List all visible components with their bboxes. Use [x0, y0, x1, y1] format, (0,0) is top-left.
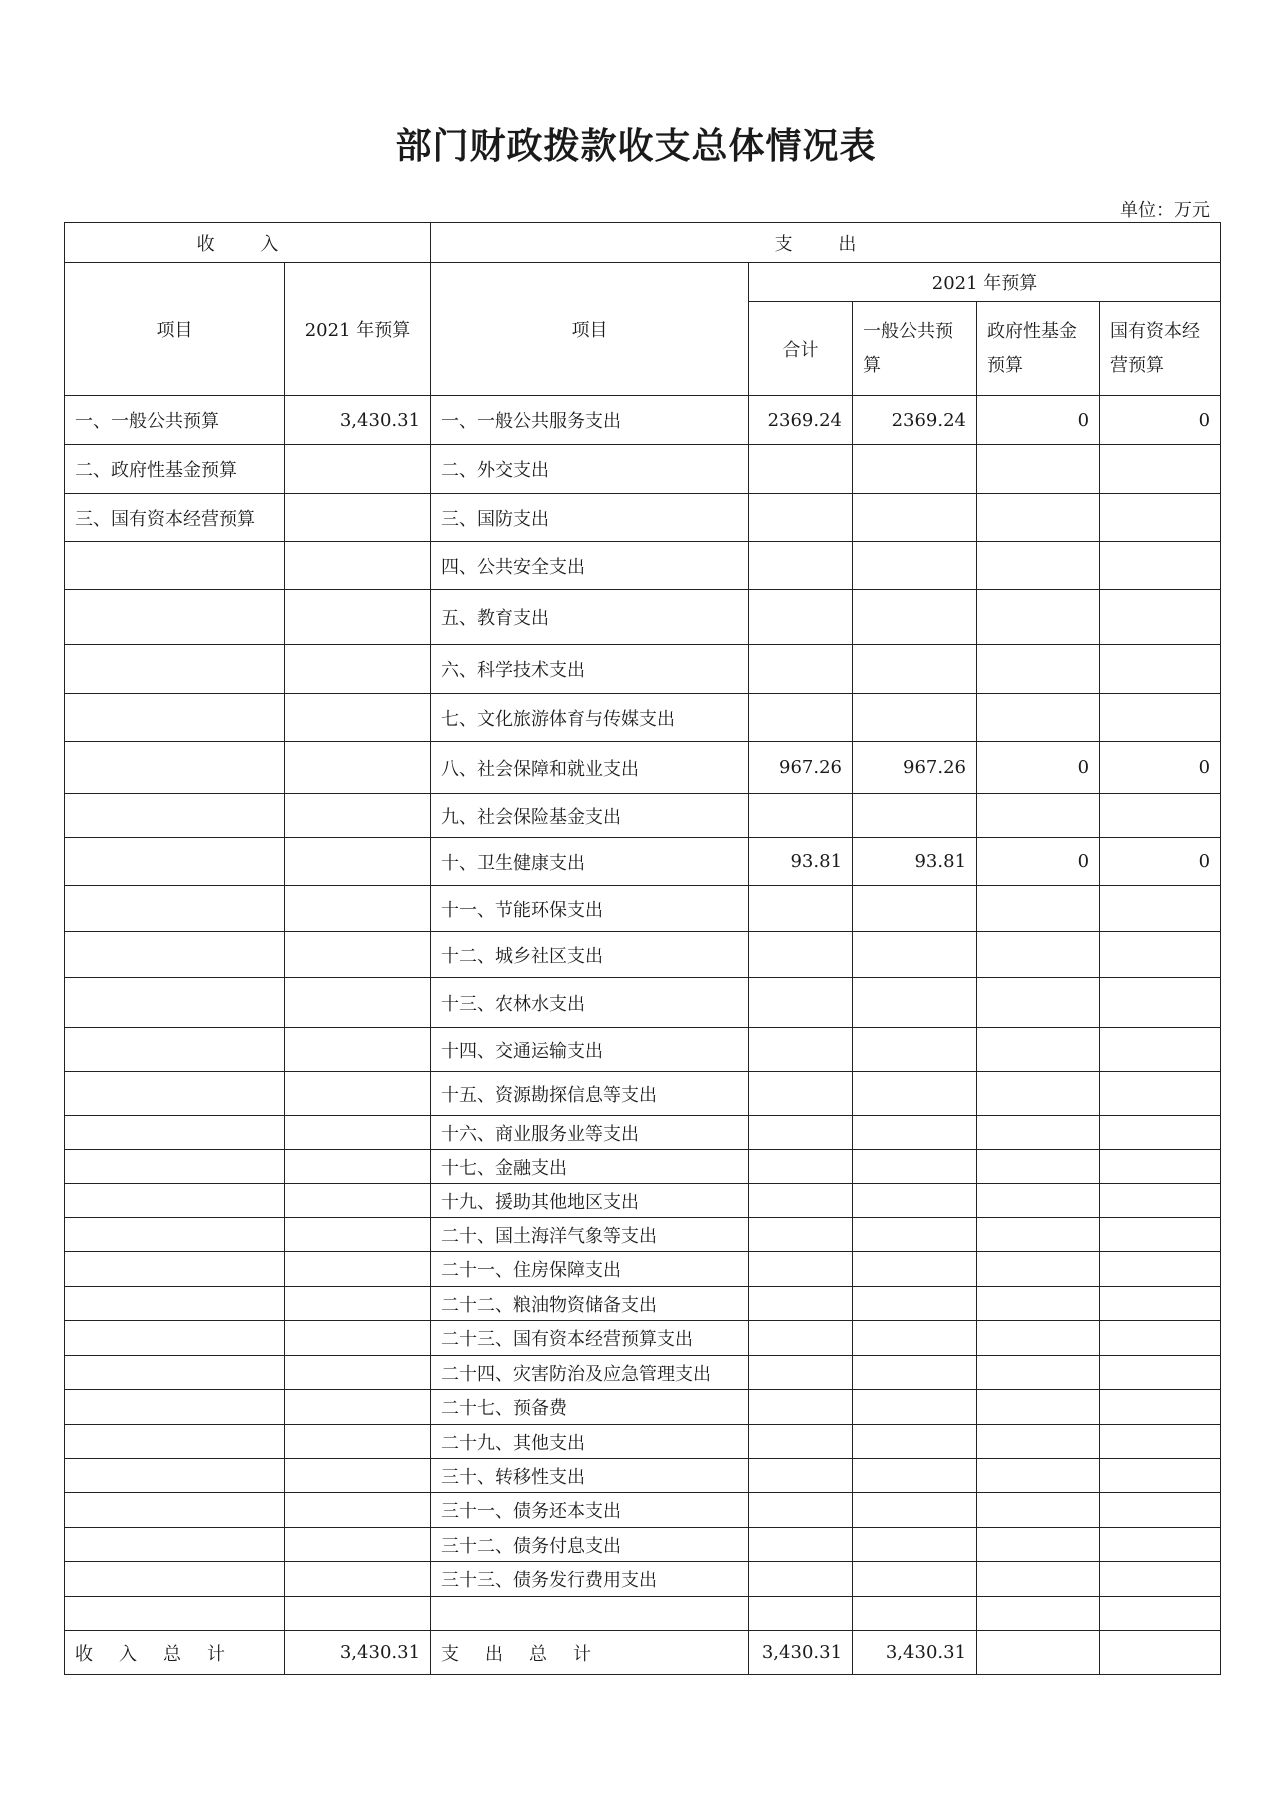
income-item-cell: [65, 1072, 285, 1116]
income-item-cell: [65, 1287, 285, 1321]
gov-fund-header: 政府性基金预算: [977, 302, 1100, 396]
expense-state-capital-cell: [1100, 590, 1221, 645]
expense-general-cell: [853, 978, 977, 1028]
expense-item-cell: 三十一、债务还本支出: [431, 1493, 749, 1528]
table-row: [65, 978, 1221, 1028]
expense-gov-fund-cell: [977, 1028, 1100, 1072]
expense-state-capital-cell: [1100, 1218, 1221, 1252]
expense-gov-fund-cell: 0: [977, 742, 1100, 794]
expense-item-cell: 四、公共安全支出: [431, 542, 749, 590]
income-amount-cell: [285, 1425, 431, 1459]
expense-gov-fund-cell: [977, 886, 1100, 932]
income-item-cell: [65, 1562, 285, 1597]
expense-general-cell: [853, 1597, 977, 1631]
income-amount-cell: [285, 590, 431, 645]
income-item-cell: [65, 1459, 285, 1493]
expense-state-capital-cell: [1100, 1562, 1221, 1597]
expense-total-cell: [749, 886, 853, 932]
income-amount-cell: [285, 1184, 431, 1218]
expense-gov-fund-cell: [977, 1459, 1100, 1493]
expense-total-cell: [749, 1528, 853, 1562]
expense-item-cell: 九、社会保险基金支出: [431, 794, 749, 838]
table-row: [65, 794, 1221, 838]
expense-gov-fund-cell: [977, 1562, 1100, 1597]
table-row: [65, 1028, 1221, 1072]
expense-gov-fund-cell: [977, 445, 1100, 494]
income-amount-cell: [285, 694, 431, 742]
expense-general-cell: 2369.24: [853, 396, 977, 445]
income-item-cell: [65, 694, 285, 742]
expense-item-cell: 十一、节能环保支出: [431, 886, 749, 932]
expense-state-capital-cell: [1100, 1390, 1221, 1425]
income-amount-cell: [285, 978, 431, 1028]
income-amount-cell: [285, 886, 431, 932]
expense-item-cell: 十九、援助其他地区支出: [431, 1184, 749, 1218]
expense-total-cell: [749, 1390, 853, 1425]
table-row: [65, 1562, 1221, 1597]
table-row: [65, 694, 1221, 742]
income-amount-cell: [285, 932, 431, 978]
expense-header: 支 出: [431, 223, 1221, 263]
table-row: [65, 1528, 1221, 1562]
expense-general-cell: [853, 1562, 977, 1597]
income-amount-cell: [285, 1150, 431, 1184]
expense-gov-fund-cell: [977, 1597, 1100, 1631]
expense-item-cell: 二十七、预备费: [431, 1390, 749, 1425]
expense-gov-fund-cell: [977, 1356, 1100, 1390]
income-amount-cell: [285, 1493, 431, 1528]
income-amount-cell: [285, 1252, 431, 1287]
expense-total-cell: [749, 542, 853, 590]
expense-general-cell: [853, 794, 977, 838]
expense-item-cell: 二十四、灾害防治及应急管理支出: [431, 1356, 749, 1390]
expense-total-cell: [749, 1218, 853, 1252]
income-item-cell: [65, 542, 285, 590]
expense-gov-fund-cell: [977, 1493, 1100, 1528]
expense-total-cell: [749, 1184, 853, 1218]
table-row: [65, 1459, 1221, 1493]
expense-total-cell: [749, 1287, 853, 1321]
expense-general-cell: [853, 542, 977, 590]
expense-general-cell: [853, 1116, 977, 1150]
income-amount-cell: [285, 794, 431, 838]
income-item-cell: [65, 1252, 285, 1287]
table-row: [65, 1493, 1221, 1528]
expense-state-capital-cell: [1100, 1252, 1221, 1287]
table-row: [65, 838, 1221, 886]
expense-total-cell: [749, 794, 853, 838]
expense-general-cell: [853, 1028, 977, 1072]
expense-gov-fund-cell: [977, 932, 1100, 978]
expense-gov-fund-cell: [977, 1390, 1100, 1425]
expense-item-cell: 三、国防支出: [431, 494, 749, 542]
expense-gov-fund-cell: 0: [977, 396, 1100, 445]
expense-state-capital-cell: [1100, 1356, 1221, 1390]
expense-state-capital-cell: 0: [1100, 838, 1221, 886]
expense-general-cell: [853, 1218, 977, 1252]
expense-gov-fund-cell: [977, 494, 1100, 542]
income-item-cell: [65, 645, 285, 694]
expense-state-capital-cell: 0: [1100, 396, 1221, 445]
expense-total-cell: [749, 1425, 853, 1459]
table-row: [65, 1150, 1221, 1184]
income-amount-cell: [285, 838, 431, 886]
income-amount-cell: [285, 1116, 431, 1150]
income-item-cell: [65, 1218, 285, 1252]
income-item-cell: [65, 1597, 285, 1631]
income-amount-cell: [285, 445, 431, 494]
header-row-1: [65, 223, 1221, 263]
expense-general-cell: [853, 1425, 977, 1459]
expense-item-cell: 二十九、其他支出: [431, 1425, 749, 1459]
expense-state-capital-cell: [1100, 645, 1221, 694]
expense-item-cell: 三十三、债务发行费用支出: [431, 1562, 749, 1597]
expense-gov-fund-cell: [977, 645, 1100, 694]
income-item-cell: [65, 1116, 285, 1150]
expense-gov-fund-cell: [977, 590, 1100, 645]
expense-general-cell: [853, 1493, 977, 1528]
expense-item-cell: 六、科学技术支出: [431, 645, 749, 694]
expense-gov-fund-cell: [977, 694, 1100, 742]
income-item-cell: [65, 794, 285, 838]
expense-total-general: 3,430.31: [853, 1631, 977, 1675]
table-row: [65, 1072, 1221, 1116]
expense-gov-fund-cell: [977, 1072, 1100, 1116]
expense-state-capital-cell: [1100, 1321, 1221, 1356]
expense-state-capital-cell: [1100, 542, 1221, 590]
income-item-cell: [65, 838, 285, 886]
table-row: [65, 1390, 1221, 1425]
expense-total-cell: [749, 494, 853, 542]
income-amount-cell: [285, 645, 431, 694]
expense-total-cell: [749, 978, 853, 1028]
expense-general-cell: [853, 694, 977, 742]
income-amount-cell: [285, 1321, 431, 1356]
expense-item-cell: 一、一般公共服务支出: [431, 396, 749, 445]
expense-state-capital-cell: [1100, 494, 1221, 542]
expense-item-cell: 八、社会保障和就业支出: [431, 742, 749, 794]
table-row: [65, 886, 1221, 932]
expense-total-cell: [749, 1459, 853, 1493]
expense-general-cell: 967.26: [853, 742, 977, 794]
income-amount-cell: [285, 542, 431, 590]
income-item-cell: [65, 742, 285, 794]
income-amount-cell: [285, 1390, 431, 1425]
income-amount-cell: [285, 1562, 431, 1597]
table-row: [65, 932, 1221, 978]
income-item-cell: [65, 590, 285, 645]
expense-gov-fund-cell: [977, 1218, 1100, 1252]
expense-general-cell: [853, 1287, 977, 1321]
expense-general-cell: [853, 1390, 977, 1425]
unit-label: 单位：万元: [1120, 200, 1210, 221]
expense-state-capital-cell: [1100, 1425, 1221, 1459]
expense-item-cell: 十五、资源勘探信息等支出: [431, 1072, 749, 1116]
income-amount-cell: [285, 1528, 431, 1562]
expense-state-capital-cell: [1100, 1459, 1221, 1493]
expense-general-cell: [853, 932, 977, 978]
expense-state-capital-cell: [1100, 1287, 1221, 1321]
expense-gov-fund-cell: [977, 794, 1100, 838]
income-header: 收 入: [65, 223, 431, 263]
income-amount-cell: [285, 1287, 431, 1321]
income-item-cell: [65, 1321, 285, 1356]
expense-total-cell: [749, 1028, 853, 1072]
total-header: 合计: [749, 302, 853, 396]
expense-state-capital-cell: [1100, 1028, 1221, 1072]
page-title: 部门财政拨款收支总体情况表: [395, 126, 877, 167]
income-item-cell: [65, 1028, 285, 1072]
income-total-label: 收入总计: [65, 1631, 285, 1675]
expense-total-cell: [749, 1150, 853, 1184]
expense-general-cell: 93.81: [853, 838, 977, 886]
expense-item-cell: 十、卫生健康支出: [431, 838, 749, 886]
expense-gov-fund-cell: [977, 1528, 1100, 1562]
expense-state-capital-cell: [1100, 1528, 1221, 1562]
expense-gov-fund-cell: [977, 1116, 1100, 1150]
expense-item-cell: 十二、城乡社区支出: [431, 932, 749, 978]
income-item-cell: [65, 1150, 285, 1184]
expense-total-cell: [749, 1321, 853, 1356]
expense-state-capital-cell: [1100, 978, 1221, 1028]
expense-general-cell: [853, 645, 977, 694]
expense-state-capital-cell: [1100, 445, 1221, 494]
expense-item-cell: 三十二、债务付息支出: [431, 1528, 749, 1562]
expense-total-cell: [749, 694, 853, 742]
expense-general-cell: [853, 1459, 977, 1493]
expense-general-cell: [853, 445, 977, 494]
income-item-cell: [65, 1356, 285, 1390]
expense-total-total: 3,430.31: [749, 1631, 853, 1675]
expense-state-capital-cell: [1100, 794, 1221, 838]
expense-item-cell: [431, 1597, 749, 1631]
expense-state-capital-cell: 0: [1100, 742, 1221, 794]
expense-total-cell: [749, 1116, 853, 1150]
expense-general-cell: [853, 886, 977, 932]
table-row: [65, 590, 1221, 645]
income-amount-cell: [285, 1459, 431, 1493]
header-row-2: [65, 263, 1221, 302]
expense-gov-fund-cell: [977, 542, 1100, 590]
income-amount-cell: [285, 1597, 431, 1631]
expense-total-cell: 93.81: [749, 838, 853, 886]
expense-state-capital-cell: [1100, 1116, 1221, 1150]
income-item-cell: [65, 1425, 285, 1459]
expense-total-cell: [749, 1072, 853, 1116]
income-item-cell: [65, 1390, 285, 1425]
income-item-cell: [65, 932, 285, 978]
expense-item-cell: 五、教育支出: [431, 590, 749, 645]
expense-gov-fund-cell: [977, 978, 1100, 1028]
income-item-cell: [65, 1493, 285, 1528]
income-amount-cell: [285, 1028, 431, 1072]
expense-gov-fund-cell: [977, 1150, 1100, 1184]
table-row: [65, 445, 1221, 494]
expense-general-cell: [853, 494, 977, 542]
expense-item-cell: 十七、金融支出: [431, 1150, 749, 1184]
expense-general-cell: [853, 1150, 977, 1184]
expense-total-cell: [749, 932, 853, 978]
expense-state-capital-cell: [1100, 1184, 1221, 1218]
expense-general-cell: [853, 1356, 977, 1390]
expense-total-cell: [749, 1493, 853, 1528]
expense-total-state-capital: [1100, 1631, 1221, 1675]
expense-gov-fund-cell: [977, 1321, 1100, 1356]
table-row: [65, 396, 1221, 445]
income-amount-cell: [285, 494, 431, 542]
income-item-cell: 一、一般公共预算: [65, 396, 285, 445]
table-row: [65, 1116, 1221, 1150]
income-amount-cell: [285, 1356, 431, 1390]
income-total-amount: 3,430.31: [285, 1631, 431, 1675]
table-row: [65, 1425, 1221, 1459]
expense-item-cell: 二十一、住房保障支出: [431, 1252, 749, 1287]
expense-item-cell: 十四、交通运输支出: [431, 1028, 749, 1072]
expense-general-cell: [853, 590, 977, 645]
expense-total-label: 支出总计: [431, 1631, 749, 1675]
expense-total-cell: [749, 1356, 853, 1390]
expense-state-capital-cell: [1100, 1072, 1221, 1116]
table-row: [65, 542, 1221, 590]
expense-state-capital-cell: [1100, 1493, 1221, 1528]
income-item-cell: [65, 886, 285, 932]
expense-item-cell: 二、外交支出: [431, 445, 749, 494]
income-amount-cell: [285, 1072, 431, 1116]
budget-table: [64, 222, 1221, 1675]
general-budget-header: 一般公共预算: [853, 302, 977, 396]
table-row: [65, 1597, 1221, 1631]
expense-gov-fund-cell: [977, 1425, 1100, 1459]
expense-state-capital-cell: [1100, 694, 1221, 742]
table-row: [65, 1184, 1221, 1218]
income-amount-cell: [285, 1218, 431, 1252]
expense-total-cell: [749, 590, 853, 645]
expense-general-cell: [853, 1528, 977, 1562]
expense-general-cell: [853, 1072, 977, 1116]
expense-total-gov-fund: [977, 1631, 1100, 1675]
income-item-header: 项目: [65, 263, 285, 396]
expense-general-cell: [853, 1252, 977, 1287]
expense-total-cell: 2369.24: [749, 396, 853, 445]
state-capital-header: 国有资本经营预算: [1100, 302, 1221, 396]
table-row: [65, 1287, 1221, 1321]
income-item-cell: [65, 1528, 285, 1562]
income-budget-header: 2021 年预算: [285, 263, 431, 396]
expense-general-cell: [853, 1321, 977, 1356]
table-row: [65, 1356, 1221, 1390]
expense-item-cell: 二十二、粮油物资储备支出: [431, 1287, 749, 1321]
expense-total-cell: 967.26: [749, 742, 853, 794]
expense-item-cell: 十三、农林水支出: [431, 978, 749, 1028]
table-row: [65, 645, 1221, 694]
income-item-cell: [65, 978, 285, 1028]
expense-gov-fund-cell: [977, 1184, 1100, 1218]
expense-item-cell: 十六、商业服务业等支出: [431, 1116, 749, 1150]
expense-total-cell: [749, 445, 853, 494]
table-row: [65, 1218, 1221, 1252]
expense-state-capital-cell: [1100, 1597, 1221, 1631]
expense-item-cell: 三十、转移性支出: [431, 1459, 749, 1493]
expense-item-header: 项目: [431, 263, 749, 396]
expense-state-capital-cell: [1100, 886, 1221, 932]
income-item-cell: [65, 1184, 285, 1218]
expense-general-cell: [853, 1184, 977, 1218]
table-row: [65, 1252, 1221, 1287]
expense-item-cell: 七、文化旅游体育与传媒支出: [431, 694, 749, 742]
expense-item-cell: 二十、国土海洋气象等支出: [431, 1218, 749, 1252]
totals-row: [65, 1631, 1221, 1675]
table-row: [65, 1321, 1221, 1356]
income-amount-cell: [285, 742, 431, 794]
income-item-cell: 二、政府性基金预算: [65, 445, 285, 494]
expense-state-capital-cell: [1100, 932, 1221, 978]
table-row: [65, 742, 1221, 794]
year-budget-header: 2021 年预算: [749, 263, 1221, 302]
expense-total-cell: [749, 1597, 853, 1631]
expense-gov-fund-cell: 0: [977, 838, 1100, 886]
expense-total-cell: [749, 645, 853, 694]
income-item-cell: 三、国有资本经营预算: [65, 494, 285, 542]
expense-gov-fund-cell: [977, 1252, 1100, 1287]
table-row: [65, 494, 1221, 542]
expense-item-cell: 二十三、国有资本经营预算支出: [431, 1321, 749, 1356]
income-amount-cell: 3,430.31: [285, 396, 431, 445]
expense-total-cell: [749, 1252, 853, 1287]
expense-state-capital-cell: [1100, 1150, 1221, 1184]
expense-gov-fund-cell: [977, 1287, 1100, 1321]
expense-total-cell: [749, 1562, 853, 1597]
